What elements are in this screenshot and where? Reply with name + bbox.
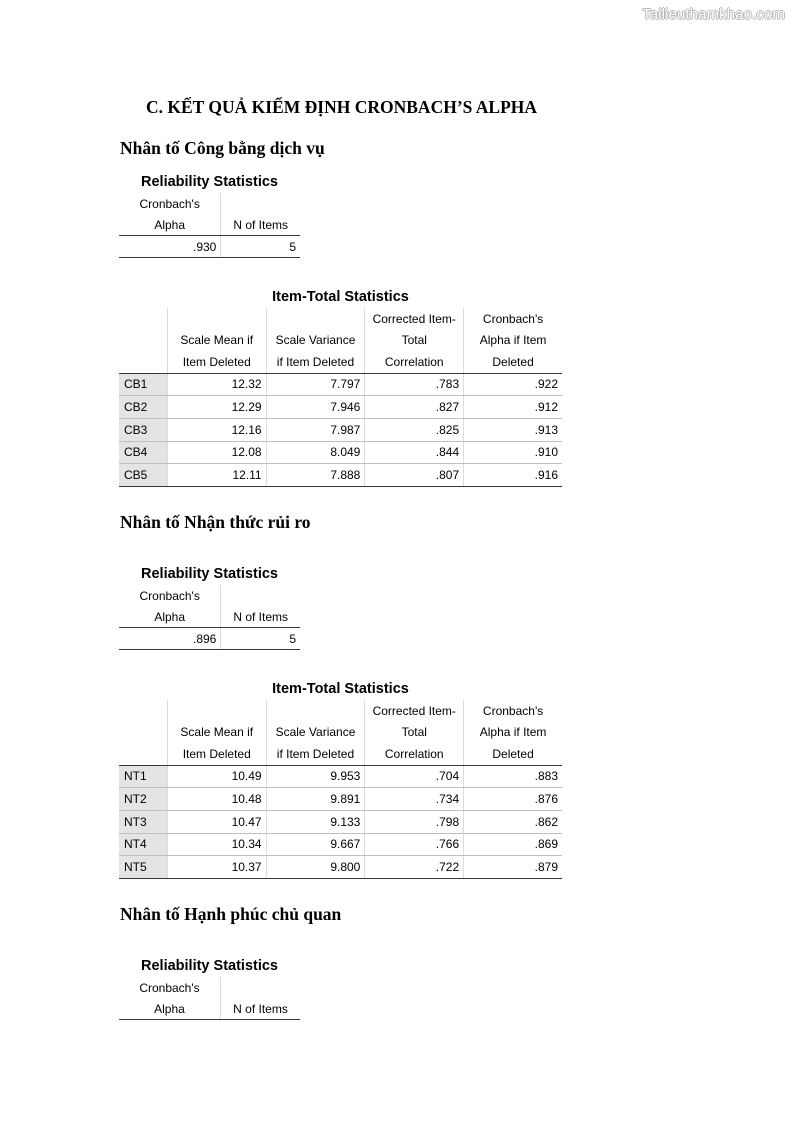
header-corrected: Corrected Item- bbox=[365, 308, 464, 330]
header-scale-mean: Scale Mean if bbox=[167, 330, 266, 352]
row-label: CB1 bbox=[119, 373, 167, 396]
reliability-title: Reliability Statistics bbox=[141, 958, 278, 974]
item-total-title: Item-Total Statistics bbox=[272, 289, 409, 305]
row-label: NT3 bbox=[119, 810, 167, 833]
header-alpha-line2: Alpha bbox=[119, 214, 221, 236]
table-row: CB1 12.32 7.797 .783 .922 bbox=[119, 373, 562, 396]
row-label: CB4 bbox=[119, 441, 167, 464]
header-alpha-line1: Cronbach's bbox=[119, 585, 221, 606]
row-label: NT2 bbox=[119, 788, 167, 811]
alpha-value: .896 bbox=[119, 628, 221, 650]
item-total-table: Corrected Item- Cronbach's Scale Mean if Scale Variance Total Alpha if Item Item Deleted if Item Deleted Correlation Deleted NT1 10.49 9.953 .704 .883 NT2 10.48 9.891 .734 .876 NT3 10.47 9.133 .798 .862 NT4 10.34 9.667 .766 .869 NT5 10.37 9.800 .722 .879 bbox=[119, 700, 562, 879]
header-alpha-line1: Cronbach's bbox=[119, 977, 221, 998]
table-row: NT1 10.49 9.953 .704 .883 bbox=[119, 765, 562, 788]
item-total-table: Corrected Item- Cronbach's Scale Mean if Scale Variance Total Alpha if Item Item Deleted if Item Deleted Correlation Deleted CB1 12.32 7.797 .783 .922 CB2 12.29 7.946 .827 .912 CB3 12.16 7.987 .825 .913 CB4 12.08 8.049 .844 .910 CB5 12.11 7.888 .807 .916 bbox=[119, 308, 562, 487]
table-row: NT5 10.37 9.800 .722 .879 bbox=[119, 856, 562, 879]
header-alpha-line1: Cronbach's bbox=[119, 193, 221, 214]
reliability-statistics-hp bbox=[119, 955, 300, 1020]
reliability-statistics-cb bbox=[119, 171, 300, 258]
reliability-table bbox=[119, 585, 300, 650]
reliability-title: Reliability Statistics bbox=[141, 566, 278, 582]
section-title: C. KẾT QUẢ KIỂM ĐỊNH CRONBACH’S ALPHA bbox=[146, 97, 538, 117]
header-corrected: Corrected Item- bbox=[365, 700, 464, 722]
watermark: Tailieuthamkhao.com bbox=[642, 6, 785, 23]
table-row: NT2 10.48 9.891 .734 .876 bbox=[119, 788, 562, 811]
header-alpha-deleted: Cronbach's bbox=[464, 700, 562, 722]
item-total-title: Item-Total Statistics bbox=[272, 681, 409, 697]
header-alpha-line2: Alpha bbox=[119, 606, 221, 628]
table-row: NT4 10.34 9.667 .766 .869 bbox=[119, 833, 562, 856]
row-label: NT1 bbox=[119, 765, 167, 788]
alpha-value: .930 bbox=[119, 236, 221, 258]
reliability-table bbox=[119, 977, 300, 1020]
header-n-items: N of Items bbox=[221, 998, 301, 1020]
n-items-value: 5 bbox=[221, 236, 300, 258]
header-scale-variance: Scale Variance bbox=[266, 722, 365, 744]
factor-heading-hanh-phuc-chu-quan: Nhân tố Hạnh phúc chủ quan bbox=[120, 904, 342, 924]
table-row: NT3 10.47 9.133 .798 .862 bbox=[119, 810, 562, 833]
row-label: NT5 bbox=[119, 856, 167, 879]
header-scale-mean: Scale Mean if bbox=[167, 722, 266, 744]
row-label: CB3 bbox=[119, 418, 167, 441]
factor-heading-cong-bang: Nhân tố Công bằng dịch vụ bbox=[120, 138, 325, 158]
n-items-value: 5 bbox=[221, 628, 300, 650]
item-total-statistics-nt bbox=[119, 678, 562, 879]
row-label: CB5 bbox=[119, 464, 167, 487]
item-total-statistics-cb bbox=[119, 286, 562, 487]
reliability-title: Reliability Statistics bbox=[141, 174, 278, 190]
header-alpha-deleted: Cronbach's bbox=[464, 308, 562, 330]
header-alpha-line2: Alpha bbox=[119, 998, 221, 1020]
reliability-statistics-nt bbox=[119, 563, 300, 650]
table-row: CB2 12.29 7.946 .827 .912 bbox=[119, 396, 562, 419]
table-row: CB5 12.11 7.888 .807 .916 bbox=[119, 464, 562, 487]
table-row: CB4 12.08 8.049 .844 .910 bbox=[119, 441, 562, 464]
row-label: NT4 bbox=[119, 833, 167, 856]
header-scale-variance: Scale Variance bbox=[266, 330, 365, 352]
factor-heading-nhan-thuc-rui-ro: Nhân tố Nhận thức rủi ro bbox=[120, 512, 311, 532]
header-n-items: N of Items bbox=[221, 214, 300, 236]
table-row: CB3 12.16 7.987 .825 .913 bbox=[119, 418, 562, 441]
reliability-table bbox=[119, 193, 300, 258]
header-n-items: N of Items bbox=[221, 606, 300, 628]
row-label: CB2 bbox=[119, 396, 167, 419]
